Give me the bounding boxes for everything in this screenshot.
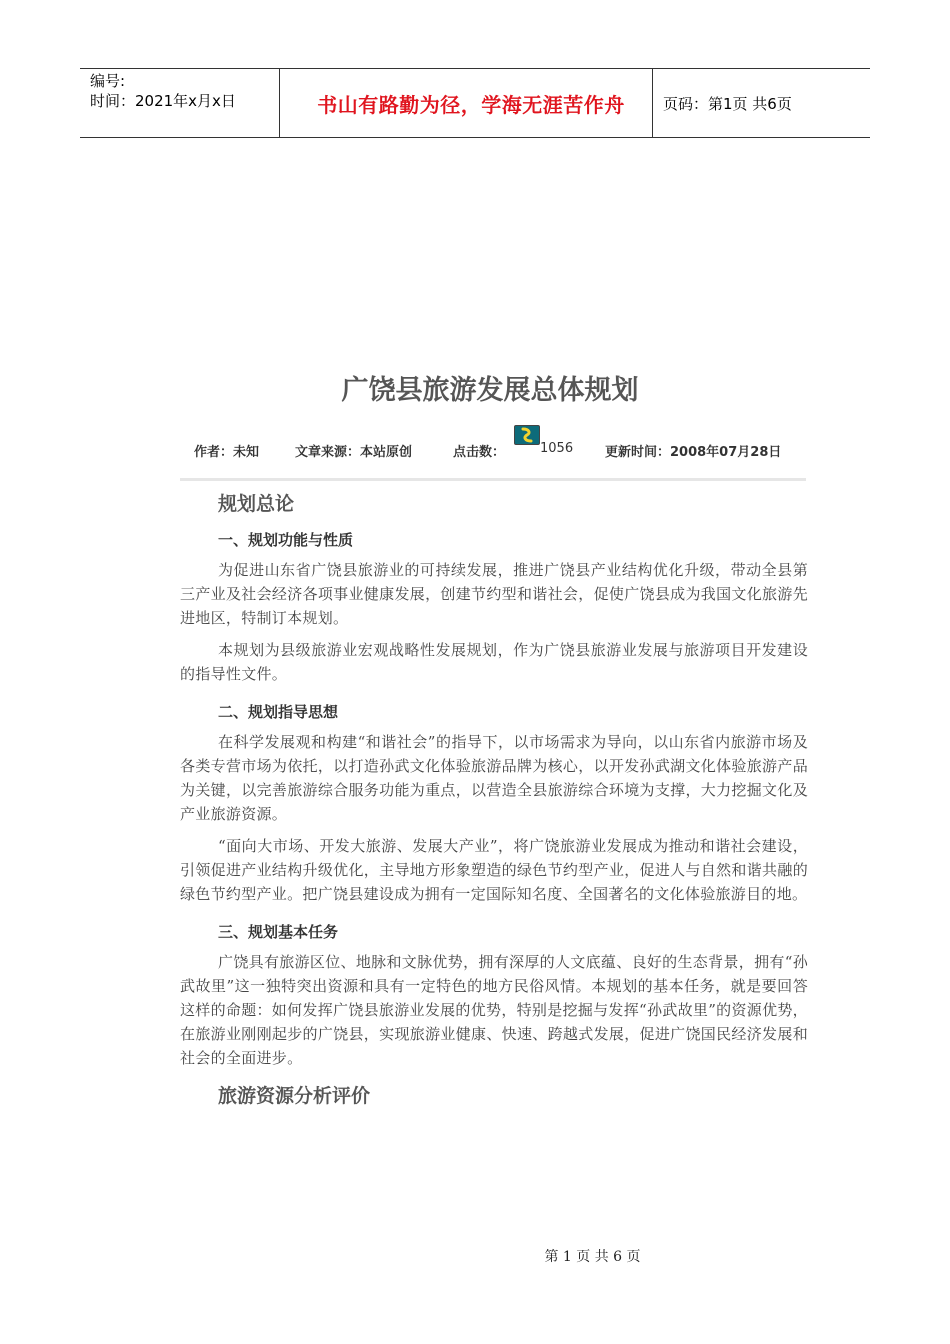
meta-source: 文章来源：本站原创 bbox=[295, 445, 413, 460]
counter-icon bbox=[514, 425, 540, 445]
meta-hits-value: 1056 bbox=[540, 441, 574, 456]
number-label: 编号: bbox=[90, 72, 126, 90]
subheading-basic-tasks: 三、规划基本任务 bbox=[218, 923, 339, 941]
header-motto-cell bbox=[280, 69, 653, 137]
paragraph: 在科学发展观和构建“和谐社会”的指导下，以市场需求为导向，以山东省内旅游市场及各类专营市场为依托，以打造孙武文化体验旅游品牌为核心，以开发孙武湖文化体验旅游产品为关键，以完善旅游综合服务功能为重点，以营造全县旅游综合环境为支撑，大力挖掘文化及产业旅游资源。 bbox=[180, 733, 808, 823]
meta-hits-label: 点击数： bbox=[453, 445, 506, 460]
header-left-cell bbox=[80, 69, 280, 137]
paragraph: “面向大市场、开发大旅游、发展大产业”，将广饶旅游业发展成为推动和谐社会建设，引领促进产业结构升级优化，主导地方形象塑造的绿色节约型产业，促进人与自然和谐共融的绿色节约型产业。把广饶县建设成为拥有一定国际知名度、全国著名的文化体验旅游目的地。 bbox=[180, 837, 808, 903]
section-heading-overview: 规划总论 bbox=[218, 493, 295, 515]
meta-updated: 更新时间：2008年07月28日 bbox=[605, 445, 782, 460]
article-title: 广饶县旅游发展总体规划 bbox=[341, 375, 639, 406]
header-page-info: 页码：第1页 共6页 bbox=[663, 94, 792, 113]
subheading-function: 一、规划功能与性质 bbox=[218, 531, 354, 549]
paragraph: 为促进山东省广饶县旅游业的可持续发展，推进广饶县产业结构优化升级，带动全县第三产业及社会经济各项事业健康发展，创建节约型和谐社会，促使广饶县成为我国文化旅游先进地区，特制订本规划。 bbox=[180, 561, 808, 627]
article-meta bbox=[180, 420, 806, 481]
subheading-guiding-thought: 二、规划指导思想 bbox=[218, 703, 339, 721]
paragraph: 本规划为县级旅游业宏观战略性发展规划，作为广饶县旅游业发展与旅游项目开发建设的指导性文件。 bbox=[180, 641, 808, 683]
article-body bbox=[180, 486, 808, 1114]
time-line: 时间：2021年x月x日 bbox=[90, 92, 236, 110]
page-footer: 第 1 页 共 6 页 bbox=[544, 1249, 641, 1265]
paragraph: 广饶具有旅游区位、地脉和文脉优势，拥有深厚的人文底蕴、良好的生态背景，拥有“孙武故里”这一独特突出资源和具有一定特色的地方民俗风情。本规划的基本任务，就是要回答这样的命题：如何发挥广饶县旅游业发展的优势，特别是挖掘与发挥“孙武故里”的资源优势，在旅游业刚刚起步的广饶县，实现旅游业健康、快速、跨越式发展，促进广饶国民经济发展和社会的全面进步。 bbox=[180, 953, 808, 1067]
meta-author: 作者：未知 bbox=[194, 445, 260, 460]
motto-text: 书山有路勤为径，学海无涯苦作舟 bbox=[317, 92, 625, 117]
section-heading-resources: 旅游资源分析评价 bbox=[218, 1085, 371, 1107]
document-header bbox=[80, 68, 870, 138]
